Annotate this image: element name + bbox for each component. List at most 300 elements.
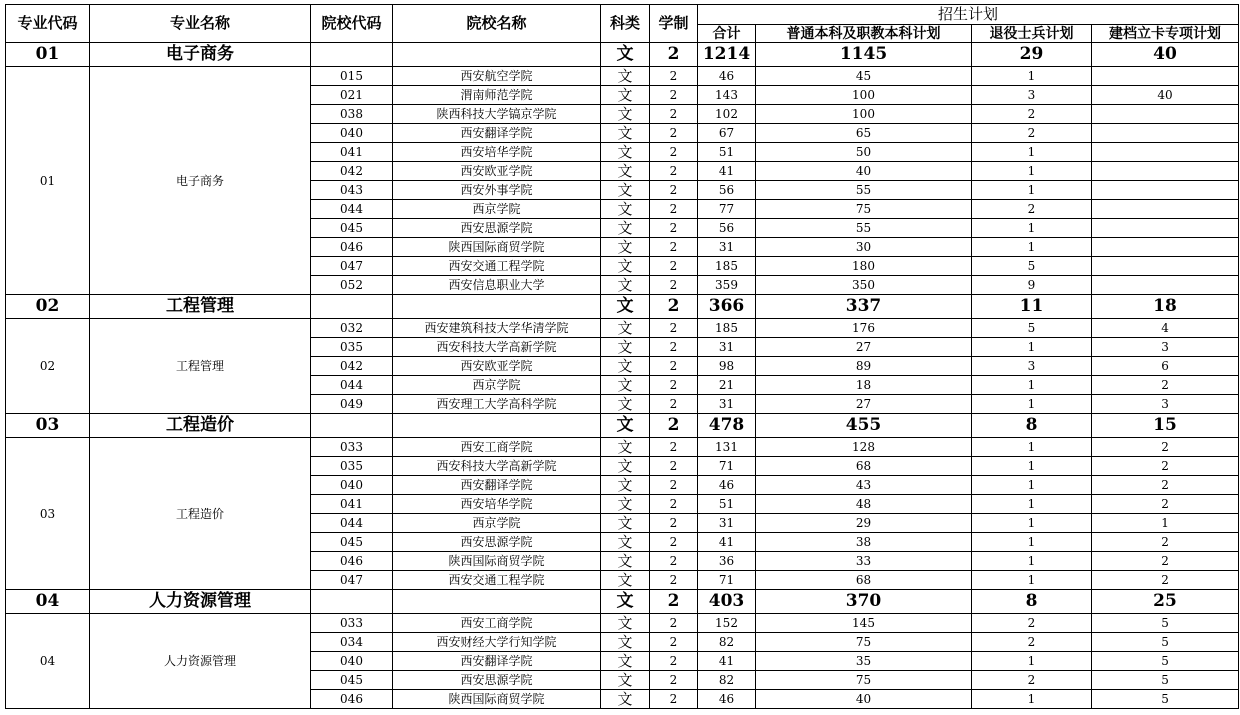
total: 51	[698, 495, 756, 514]
school-name: 西安翻译学院	[393, 652, 601, 671]
regular: 40	[756, 690, 972, 709]
category: 文	[601, 219, 650, 238]
summary-major-code: 04	[6, 590, 90, 614]
years: 2	[650, 86, 698, 105]
years: 2	[650, 614, 698, 633]
years: 2	[650, 395, 698, 414]
header-veterans: 退役士兵计划	[972, 25, 1092, 43]
poverty	[1092, 257, 1239, 276]
veterans: 1	[972, 219, 1092, 238]
summary-regular: 455	[756, 414, 972, 438]
summary-school-name	[393, 414, 601, 438]
poverty	[1092, 200, 1239, 219]
total: 31	[698, 238, 756, 257]
summary-veterans: 8	[972, 590, 1092, 614]
header-poverty: 建档立卡专项计划	[1092, 25, 1239, 43]
years: 2	[650, 338, 698, 357]
regular: 68	[756, 571, 972, 590]
school-name: 西安工商学院	[393, 614, 601, 633]
summary-major-name: 电子商务	[90, 43, 311, 67]
veterans: 5	[972, 257, 1092, 276]
school-code: 047	[311, 571, 393, 590]
years: 2	[650, 105, 698, 124]
row-major-code: 02	[6, 319, 90, 414]
header-school-name: 院校名称	[393, 5, 601, 43]
total: 46	[698, 476, 756, 495]
poverty: 3	[1092, 395, 1239, 414]
summary-total: 366	[698, 295, 756, 319]
regular: 65	[756, 124, 972, 143]
years: 2	[650, 652, 698, 671]
summary-regular: 337	[756, 295, 972, 319]
summary-total: 1214	[698, 43, 756, 67]
summary-school-name	[393, 590, 601, 614]
school-code: 042	[311, 357, 393, 376]
years: 2	[650, 238, 698, 257]
category: 文	[601, 357, 650, 376]
poverty	[1092, 162, 1239, 181]
school-code: 038	[311, 105, 393, 124]
years: 2	[650, 181, 698, 200]
summary-years: 2	[650, 295, 698, 319]
veterans: 1	[972, 395, 1092, 414]
school-code: 052	[311, 276, 393, 295]
regular: 55	[756, 219, 972, 238]
poverty: 2	[1092, 495, 1239, 514]
total: 359	[698, 276, 756, 295]
total: 41	[698, 533, 756, 552]
category: 文	[601, 376, 650, 395]
poverty: 6	[1092, 357, 1239, 376]
school-name: 西京学院	[393, 200, 601, 219]
regular: 35	[756, 652, 972, 671]
header-row	[6, 5, 1239, 25]
school-code: 040	[311, 652, 393, 671]
poverty	[1092, 238, 1239, 257]
school-code: 032	[311, 319, 393, 338]
veterans: 1	[972, 457, 1092, 476]
years: 2	[650, 514, 698, 533]
category: 文	[601, 457, 650, 476]
school-name: 西安交通工程学院	[393, 571, 601, 590]
years: 2	[650, 495, 698, 514]
years: 2	[650, 357, 698, 376]
enrollment-plan-table	[5, 4, 1239, 709]
category: 文	[601, 124, 650, 143]
poverty: 40	[1092, 86, 1239, 105]
school-name: 陕西国际商贸学院	[393, 690, 601, 709]
school-name: 西安航空学院	[393, 67, 601, 86]
summary-school-name	[393, 43, 601, 67]
summary-veterans: 8	[972, 414, 1092, 438]
category: 文	[601, 181, 650, 200]
regular: 180	[756, 257, 972, 276]
major-summary-row	[6, 295, 1239, 319]
school-code: 043	[311, 181, 393, 200]
years: 2	[650, 124, 698, 143]
veterans: 2	[972, 200, 1092, 219]
school-name: 渭南师范学院	[393, 86, 601, 105]
row-major-code: 01	[6, 67, 90, 295]
school-code: 044	[311, 200, 393, 219]
years: 2	[650, 319, 698, 338]
major-summary-row	[6, 414, 1239, 438]
category: 文	[601, 67, 650, 86]
summary-poverty: 15	[1092, 414, 1239, 438]
school-code: 047	[311, 257, 393, 276]
total: 56	[698, 219, 756, 238]
school-code: 041	[311, 495, 393, 514]
poverty	[1092, 181, 1239, 200]
summary-years: 2	[650, 590, 698, 614]
school-code: 034	[311, 633, 393, 652]
veterans: 1	[972, 690, 1092, 709]
category: 文	[601, 319, 650, 338]
school-code: 046	[311, 690, 393, 709]
years: 2	[650, 533, 698, 552]
total: 56	[698, 181, 756, 200]
category: 文	[601, 200, 650, 219]
total: 21	[698, 376, 756, 395]
summary-major-name: 工程管理	[90, 295, 311, 319]
poverty: 5	[1092, 633, 1239, 652]
veterans: 1	[972, 652, 1092, 671]
veterans: 1	[972, 238, 1092, 257]
total: 51	[698, 143, 756, 162]
total: 31	[698, 514, 756, 533]
school-name: 西安财经大学行知学院	[393, 633, 601, 652]
summary-major-name: 工程造价	[90, 414, 311, 438]
regular: 75	[756, 200, 972, 219]
regular: 45	[756, 67, 972, 86]
summary-category: 文	[601, 414, 650, 438]
total: 82	[698, 633, 756, 652]
total: 102	[698, 105, 756, 124]
school-name: 西安培华学院	[393, 143, 601, 162]
table-row	[6, 438, 1239, 457]
total: 31	[698, 395, 756, 414]
school-name: 西安工商学院	[393, 438, 601, 457]
regular: 75	[756, 633, 972, 652]
regular: 27	[756, 395, 972, 414]
regular: 75	[756, 671, 972, 690]
years: 2	[650, 376, 698, 395]
veterans: 2	[972, 633, 1092, 652]
total: 71	[698, 457, 756, 476]
total: 41	[698, 652, 756, 671]
school-code: 035	[311, 338, 393, 357]
regular: 18	[756, 376, 972, 395]
veterans: 2	[972, 124, 1092, 143]
school-code: 045	[311, 671, 393, 690]
header-school-code: 院校代码	[311, 5, 393, 43]
header-total: 合计	[698, 25, 756, 43]
veterans: 3	[972, 86, 1092, 105]
total: 131	[698, 438, 756, 457]
summary-total: 403	[698, 590, 756, 614]
poverty: 1	[1092, 514, 1239, 533]
table-row	[6, 67, 1239, 86]
years: 2	[650, 633, 698, 652]
poverty	[1092, 105, 1239, 124]
summary-years: 2	[650, 43, 698, 67]
veterans: 1	[972, 181, 1092, 200]
years: 2	[650, 162, 698, 181]
regular: 128	[756, 438, 972, 457]
regular: 145	[756, 614, 972, 633]
total: 71	[698, 571, 756, 590]
regular: 30	[756, 238, 972, 257]
table-body	[6, 43, 1239, 709]
years: 2	[650, 219, 698, 238]
school-name: 陕西科技大学镐京学院	[393, 105, 601, 124]
summary-total: 478	[698, 414, 756, 438]
category: 文	[601, 338, 650, 357]
regular: 33	[756, 552, 972, 571]
category: 文	[601, 533, 650, 552]
category: 文	[601, 395, 650, 414]
school-name: 西安思源学院	[393, 533, 601, 552]
regular: 40	[756, 162, 972, 181]
years: 2	[650, 671, 698, 690]
summary-poverty: 18	[1092, 295, 1239, 319]
years: 2	[650, 438, 698, 457]
category: 文	[601, 143, 650, 162]
veterans: 1	[972, 338, 1092, 357]
poverty: 2	[1092, 552, 1239, 571]
school-name: 西安建筑科技大学华清学院	[393, 319, 601, 338]
summary-category: 文	[601, 295, 650, 319]
school-code: 045	[311, 219, 393, 238]
category: 文	[601, 690, 650, 709]
table-row	[6, 319, 1239, 338]
category: 文	[601, 614, 650, 633]
years: 2	[650, 200, 698, 219]
school-code: 040	[311, 476, 393, 495]
regular: 68	[756, 457, 972, 476]
total: 46	[698, 690, 756, 709]
regular: 50	[756, 143, 972, 162]
school-name: 西安思源学院	[393, 671, 601, 690]
regular: 38	[756, 533, 972, 552]
school-name: 西安欧亚学院	[393, 357, 601, 376]
row-major-name: 工程管理	[90, 319, 311, 414]
total: 82	[698, 671, 756, 690]
row-major-code: 03	[6, 438, 90, 590]
category: 文	[601, 514, 650, 533]
years: 2	[650, 257, 698, 276]
poverty: 2	[1092, 457, 1239, 476]
school-name: 西安翻译学院	[393, 476, 601, 495]
category: 文	[601, 571, 650, 590]
total: 46	[698, 67, 756, 86]
school-name: 西安思源学院	[393, 219, 601, 238]
summary-poverty: 40	[1092, 43, 1239, 67]
veterans: 2	[972, 671, 1092, 690]
school-code: 042	[311, 162, 393, 181]
school-code: 033	[311, 438, 393, 457]
veterans: 1	[972, 67, 1092, 86]
veterans: 1	[972, 571, 1092, 590]
header-regular: 普通本科及职教本科计划	[756, 25, 972, 43]
summary-category: 文	[601, 43, 650, 67]
veterans: 1	[972, 514, 1092, 533]
veterans: 2	[972, 105, 1092, 124]
poverty	[1092, 143, 1239, 162]
header-category: 科类	[601, 5, 650, 43]
school-code: 045	[311, 533, 393, 552]
school-name: 西安科技大学高新学院	[393, 338, 601, 357]
category: 文	[601, 105, 650, 124]
veterans: 2	[972, 614, 1092, 633]
poverty: 2	[1092, 438, 1239, 457]
total: 185	[698, 257, 756, 276]
header-major-code: 专业代码	[6, 5, 90, 43]
years: 2	[650, 67, 698, 86]
school-code: 033	[311, 614, 393, 633]
summary-category: 文	[601, 590, 650, 614]
summary-school-code	[311, 590, 393, 614]
summary-major-code: 01	[6, 43, 90, 67]
school-name: 西安翻译学院	[393, 124, 601, 143]
header-major-name: 专业名称	[90, 5, 311, 43]
school-name: 西安科技大学高新学院	[393, 457, 601, 476]
poverty: 5	[1092, 671, 1239, 690]
poverty: 5	[1092, 614, 1239, 633]
total: 77	[698, 200, 756, 219]
category: 文	[601, 276, 650, 295]
category: 文	[601, 162, 650, 181]
total: 41	[698, 162, 756, 181]
veterans: 1	[972, 552, 1092, 571]
years: 2	[650, 552, 698, 571]
summary-school-name	[393, 295, 601, 319]
regular: 48	[756, 495, 972, 514]
poverty: 2	[1092, 376, 1239, 395]
regular: 55	[756, 181, 972, 200]
summary-major-code: 03	[6, 414, 90, 438]
years: 2	[650, 690, 698, 709]
school-code: 015	[311, 67, 393, 86]
school-code: 046	[311, 238, 393, 257]
school-code: 041	[311, 143, 393, 162]
veterans: 1	[972, 533, 1092, 552]
regular: 27	[756, 338, 972, 357]
years: 2	[650, 143, 698, 162]
summary-regular: 370	[756, 590, 972, 614]
summary-veterans: 11	[972, 295, 1092, 319]
years: 2	[650, 476, 698, 495]
veterans: 1	[972, 376, 1092, 395]
school-code: 044	[311, 376, 393, 395]
school-name: 西京学院	[393, 514, 601, 533]
school-code: 035	[311, 457, 393, 476]
header-years: 学制	[650, 5, 698, 43]
category: 文	[601, 552, 650, 571]
poverty	[1092, 276, 1239, 295]
poverty: 4	[1092, 319, 1239, 338]
school-name: 西安理工大学高科学院	[393, 395, 601, 414]
summary-years: 2	[650, 414, 698, 438]
veterans: 9	[972, 276, 1092, 295]
row-major-name: 电子商务	[90, 67, 311, 295]
category: 文	[601, 257, 650, 276]
total: 36	[698, 552, 756, 571]
summary-school-code	[311, 414, 393, 438]
school-name: 西安信息职业大学	[393, 276, 601, 295]
poverty: 2	[1092, 533, 1239, 552]
summary-veterans: 29	[972, 43, 1092, 67]
summary-major-code: 02	[6, 295, 90, 319]
category: 文	[601, 633, 650, 652]
school-code: 046	[311, 552, 393, 571]
school-code: 040	[311, 124, 393, 143]
school-name: 西安外事学院	[393, 181, 601, 200]
veterans: 1	[972, 438, 1092, 457]
years: 2	[650, 571, 698, 590]
school-name: 陕西国际商贸学院	[393, 552, 601, 571]
regular: 100	[756, 105, 972, 124]
major-summary-row	[6, 590, 1239, 614]
poverty: 3	[1092, 338, 1239, 357]
total: 143	[698, 86, 756, 105]
summary-school-code	[311, 295, 393, 319]
category: 文	[601, 86, 650, 105]
row-major-code: 04	[6, 614, 90, 709]
poverty: 5	[1092, 652, 1239, 671]
regular: 43	[756, 476, 972, 495]
veterans: 5	[972, 319, 1092, 338]
header-plan-group: 招生计划	[698, 5, 1239, 25]
poverty: 5	[1092, 690, 1239, 709]
veterans: 1	[972, 495, 1092, 514]
poverty	[1092, 124, 1239, 143]
summary-major-name: 人力资源管理	[90, 590, 311, 614]
row-major-name: 工程造价	[90, 438, 311, 590]
school-name: 西安交通工程学院	[393, 257, 601, 276]
row-major-name: 人力资源管理	[90, 614, 311, 709]
total: 67	[698, 124, 756, 143]
regular: 89	[756, 357, 972, 376]
category: 文	[601, 671, 650, 690]
poverty: 2	[1092, 571, 1239, 590]
category: 文	[601, 476, 650, 495]
veterans: 1	[972, 143, 1092, 162]
category: 文	[601, 652, 650, 671]
years: 2	[650, 457, 698, 476]
school-name: 陕西国际商贸学院	[393, 238, 601, 257]
summary-poverty: 25	[1092, 590, 1239, 614]
poverty	[1092, 219, 1239, 238]
regular: 29	[756, 514, 972, 533]
veterans: 3	[972, 357, 1092, 376]
school-code: 049	[311, 395, 393, 414]
summary-school-code	[311, 43, 393, 67]
category: 文	[601, 495, 650, 514]
regular: 350	[756, 276, 972, 295]
school-code: 021	[311, 86, 393, 105]
school-name: 西安欧亚学院	[393, 162, 601, 181]
major-summary-row	[6, 43, 1239, 67]
category: 文	[601, 238, 650, 257]
school-name: 西安培华学院	[393, 495, 601, 514]
summary-regular: 1145	[756, 43, 972, 67]
years: 2	[650, 276, 698, 295]
veterans: 1	[972, 162, 1092, 181]
total: 98	[698, 357, 756, 376]
poverty: 2	[1092, 476, 1239, 495]
total: 31	[698, 338, 756, 357]
